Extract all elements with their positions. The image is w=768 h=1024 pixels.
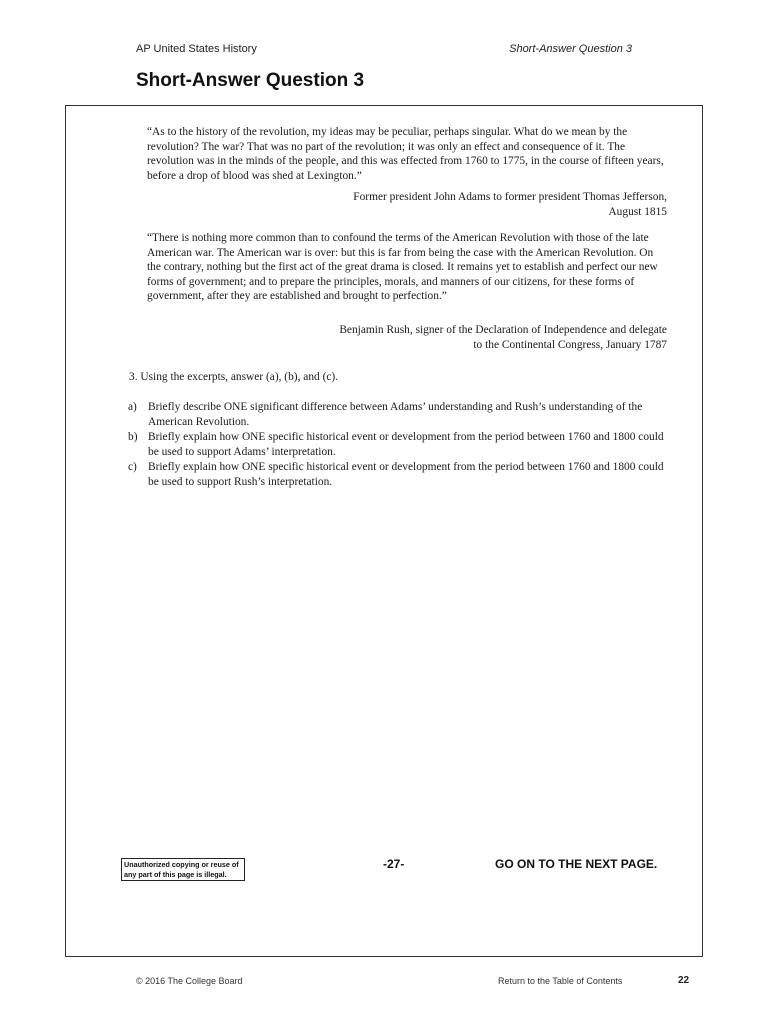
excerpt-adams-attribution [353,190,667,219]
excerpt-rush-attribution [339,323,667,352]
attribution-line: August 1815 [608,205,667,218]
next-page-instruction: GO ON TO THE NEXT PAGE. [495,857,658,871]
part-letter: c) [128,461,137,473]
return-to-toc-link[interactable]: Return to the Table of Contents [498,976,623,986]
attribution-line: Former president John Adams to former president Thomas Jefferson, [353,191,667,203]
attribution-line: Benjamin Rush, signer of the Declaration of Independence and delegate [339,324,667,336]
attribution-line: to the Continental Congress, January 1787 [473,338,667,351]
question-stem: 3. Using the excerpts, answer (a), (b), and (c). [129,371,339,383]
excerpt-rush-quote: “There is nothing more common than to confound the terms of the American Revolution with those of the late American war. The American war is over: but this is far from being the case with the American Revolution. On the contrary, nothing but the first act of the great drama is closed. It remains yet to establish and perfect our new forms of government; and to prepare the principles, morals, and manners of our citizens, for these forms of government, after they are established and brought to perfection.” [147,232,658,302]
footer-page-number: 22 [678,975,690,986]
part-text: Briefly explain how ONE specific historical event or development from the period between 1760 and 1800 could be used to support Rush’s interpretation. [148,461,664,488]
part-text: Briefly explain how ONE specific historical event or development from the period between 1760 and 1800 could be used to support Adams’ interpretation. [148,431,664,458]
section-label: Short-Answer Question 3 [509,43,632,55]
question-parts [128,400,668,490]
question-part-b [128,430,668,459]
footer-copyright: © 2016 The College Board [136,976,243,986]
part-letter: b) [128,431,138,443]
question-part-c [128,460,668,489]
part-letter: a) [128,401,137,413]
question-part-a [128,400,668,429]
part-text: Briefly describe ONE significant difference between Adams’ understanding and Rush’s understanding of the American Revolution. [148,401,643,428]
page-title: Short-Answer Question 3 [136,70,365,91]
course-title: AP United States History [136,43,257,55]
excerpt-adams-quote: “As to the history of the revolution, my ideas may be peculiar, perhaps singular. What do we mean by the revolution? The war? That was no part of the revolution; it was only an effect and consequence of it. The revolution was in the minds of the people, and this was effected from 1760 to 1775, in the course of fifteen years, before a drop of blood was shed at Lexington.” [147,126,664,182]
copyright-notice-box: Unauthorized copying or reuse of any part of this page is illegal. [121,858,245,881]
exam-page-number: -27- [383,857,405,871]
